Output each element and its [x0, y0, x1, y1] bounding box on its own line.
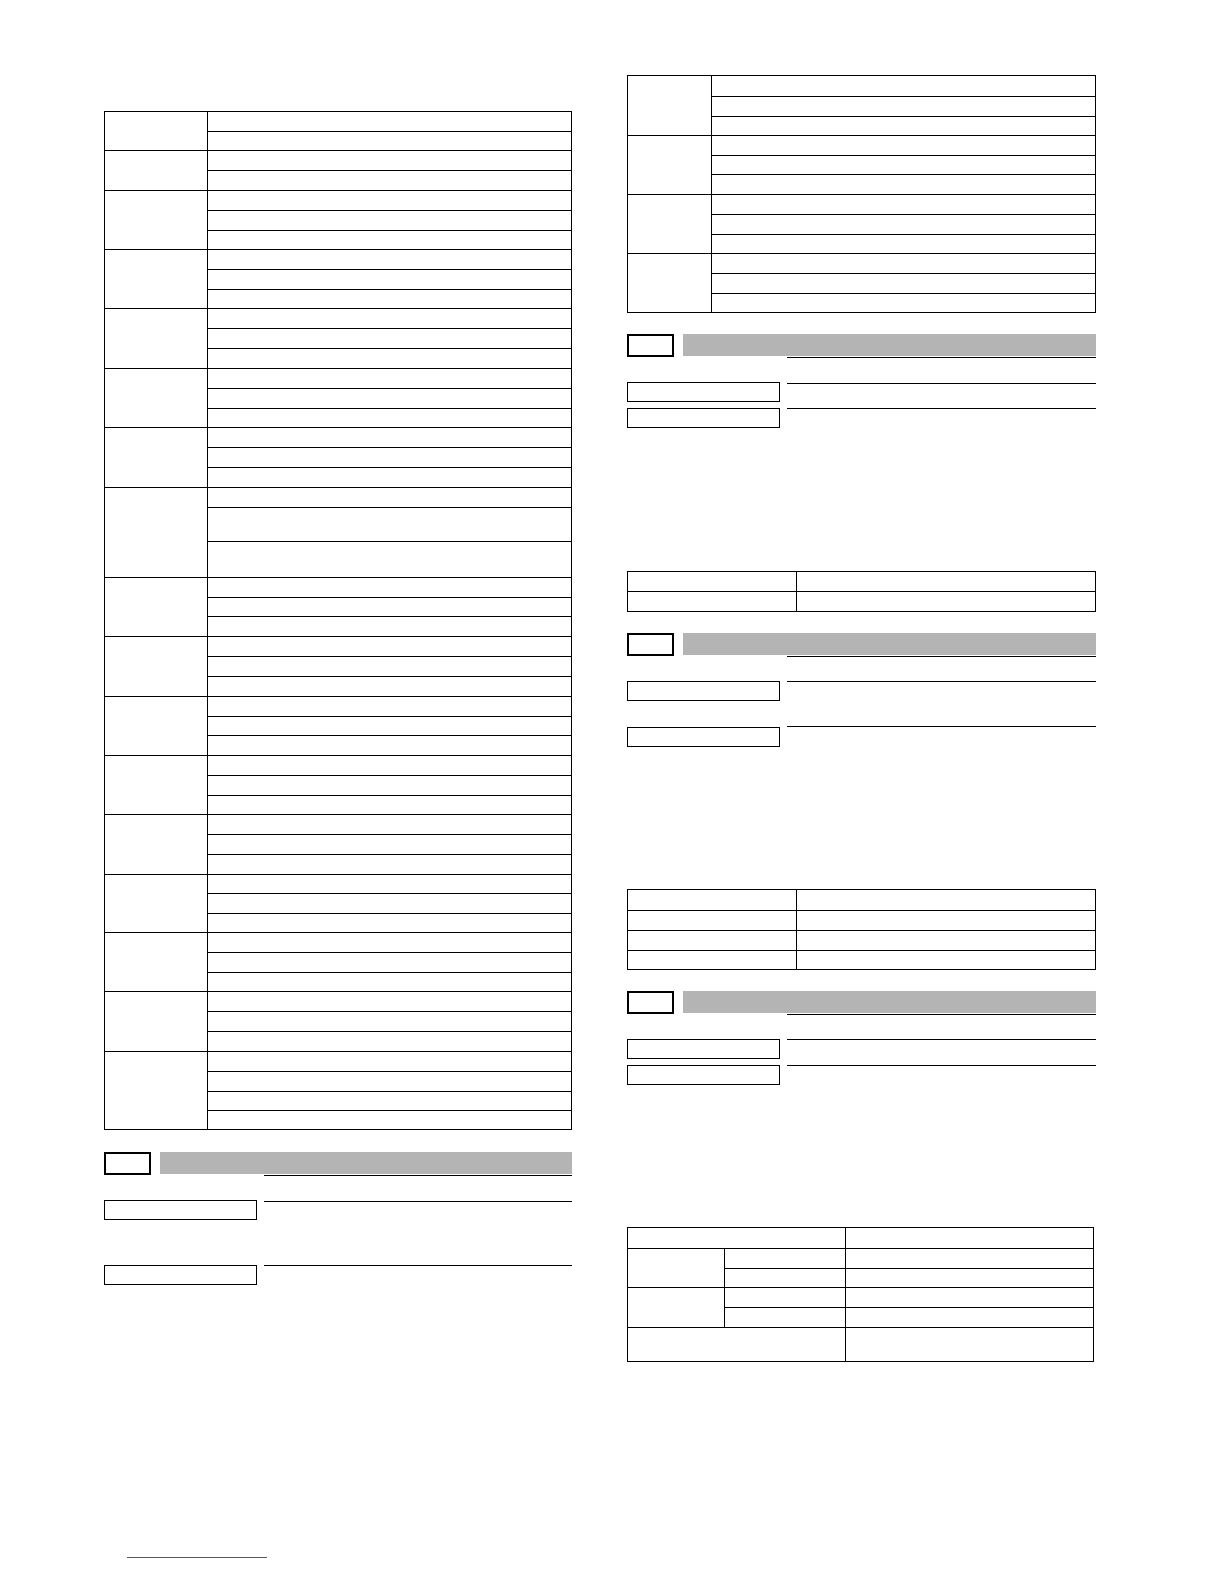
row-line: [628, 1287, 1093, 1288]
row-line: [207, 795, 571, 796]
row-line: [207, 269, 571, 270]
row-line: [207, 597, 571, 598]
row-line: [207, 210, 571, 211]
group-separator: [105, 874, 571, 875]
row-line: [207, 447, 571, 448]
row-line: [628, 1327, 1093, 1328]
row-line: [207, 972, 571, 973]
row-line: [207, 952, 571, 953]
section-number-box: [627, 633, 674, 656]
field-rule: [264, 1265, 572, 1266]
row-line: [724, 1268, 1093, 1269]
row-line: [207, 834, 571, 835]
field-label-box: [104, 1200, 257, 1220]
field-rule: [787, 1065, 1096, 1066]
table-column-divider: [207, 112, 208, 1129]
row-line: [628, 950, 1095, 951]
footer-link-underline[interactable]: [127, 1557, 267, 1558]
row-line: [207, 230, 571, 231]
row-line: [711, 214, 1095, 215]
section-number-box: [627, 991, 674, 1014]
field-rule: [787, 1039, 1096, 1040]
field-label-box: [627, 1065, 780, 1085]
row-line: [207, 328, 571, 329]
row-line: [207, 656, 571, 657]
row-line: [207, 467, 571, 468]
row-line: [724, 1307, 1093, 1308]
group-separator: [105, 991, 571, 992]
row-line: [207, 1071, 571, 1072]
row-line: [207, 775, 571, 776]
group-separator: [628, 135, 1095, 136]
group-separator: [105, 190, 571, 191]
section-rule: [787, 357, 1096, 358]
group-separator: [105, 577, 571, 578]
row-line: [207, 1011, 571, 1012]
row-line: [207, 735, 571, 736]
row-line: [711, 155, 1095, 156]
field-label-box: [627, 1039, 780, 1059]
field-label-box: [627, 727, 780, 747]
section-number-box: [627, 334, 674, 357]
group-separator: [105, 1051, 571, 1052]
section-title-bar: [683, 991, 1096, 1013]
row-line: [207, 541, 571, 542]
section-number-box: [104, 1152, 151, 1175]
group-separator: [628, 253, 1095, 254]
field-label-box: [627, 681, 780, 701]
row-line: [207, 1091, 571, 1092]
row-line: [207, 289, 571, 290]
row-line: [207, 854, 571, 855]
row-line: [711, 116, 1095, 117]
row-line: [628, 591, 1095, 592]
field-rule: [787, 383, 1096, 384]
group-separator: [105, 636, 571, 637]
section-title-bar: [160, 1152, 572, 1174]
right-top-table: [627, 75, 1096, 313]
left-main-table: [104, 111, 572, 1130]
section-2-table: [627, 889, 1096, 970]
group-separator: [105, 308, 571, 309]
group-separator: [105, 487, 571, 488]
row-line: [207, 616, 571, 617]
field-rule: [787, 681, 1096, 682]
section-3-table: [627, 1227, 1094, 1362]
field-rule: [787, 726, 1096, 727]
field-label-box: [627, 408, 780, 428]
row-line: [711, 96, 1095, 97]
row-line: [628, 910, 1095, 911]
group-separator: [105, 814, 571, 815]
row-line: [207, 131, 571, 132]
row-line: [711, 174, 1095, 175]
row-line: [711, 293, 1095, 294]
row-line: [207, 1031, 571, 1032]
row-line: [207, 716, 571, 717]
row-line: [207, 676, 571, 677]
field-rule: [264, 1201, 572, 1202]
group-separator: [628, 194, 1095, 195]
group-separator: [105, 932, 571, 933]
section-rule: [264, 1175, 572, 1176]
group-separator: [105, 368, 571, 369]
row-line: [207, 408, 571, 409]
group-separator: [105, 249, 571, 250]
group-separator: [105, 150, 571, 151]
group-separator: [105, 696, 571, 697]
field-rule: [787, 408, 1096, 409]
field-label-box: [627, 382, 780, 402]
section-title-bar: [683, 334, 1096, 356]
section-rule: [787, 656, 1096, 657]
row-line: [628, 930, 1095, 931]
section-title-bar: [683, 633, 1096, 655]
row-line: [207, 348, 571, 349]
row-line: [207, 507, 571, 508]
row-line: [207, 170, 571, 171]
row-line: [628, 1248, 1093, 1249]
row-line: [207, 893, 571, 894]
section-rule: [787, 1014, 1096, 1015]
group-separator: [105, 755, 571, 756]
section-1-table: [627, 571, 1096, 612]
group-separator: [105, 427, 571, 428]
row-line: [711, 234, 1095, 235]
field-label-box: [104, 1265, 257, 1285]
row-line: [711, 273, 1095, 274]
row-line: [207, 1110, 571, 1111]
row-line: [207, 913, 571, 914]
row-line: [207, 388, 571, 389]
